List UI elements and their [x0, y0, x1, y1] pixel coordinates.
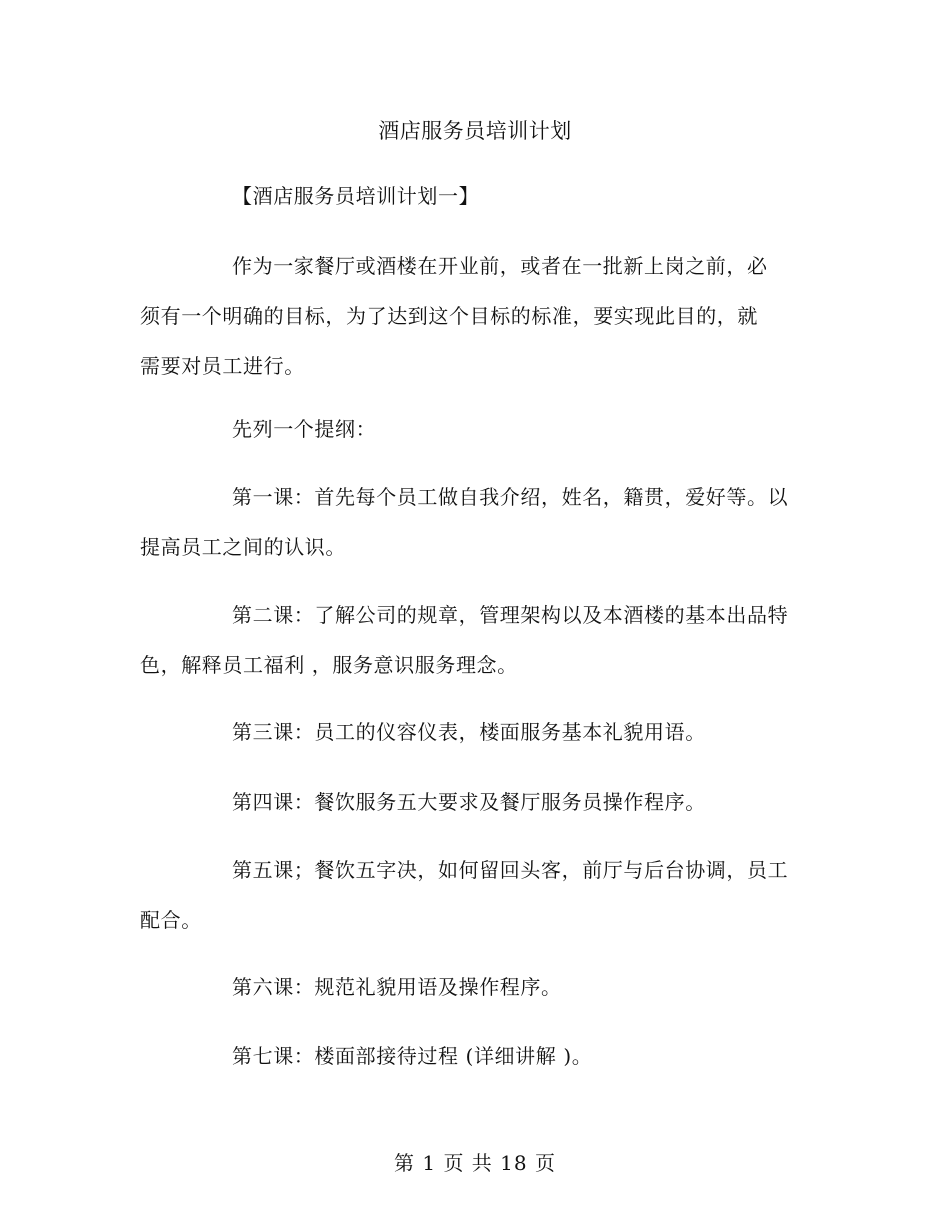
paragraph-line: 第二课：了解公司的规章，管理架构以及本酒楼的基本出品特	[232, 603, 789, 627]
paragraph-line: 须有一个明确的目标，为了达到这个目标的标准，要实现此目的，就	[140, 304, 758, 328]
paragraph	[140, 482, 789, 562]
paragraph-line: 第五课；餐饮五字决，如何留回头客，前厅与后台协调，员工	[232, 858, 789, 882]
paragraph-line: 提高员工之间的认识。	[140, 535, 346, 559]
paragraph	[140, 1041, 780, 1071]
paragraph-line: 第三课：员工的仪容仪表，楼面服务基本礼貌用语。	[232, 720, 706, 744]
paragraph-line: 配合。	[140, 908, 202, 932]
paragraph-line: 需要对员工进行。	[140, 354, 305, 378]
paragraph	[140, 787, 780, 817]
paragraph-line: 第七课：楼面部接待过程 (详细讲解 )。	[232, 1044, 593, 1068]
paragraph	[140, 717, 780, 747]
paragraph	[140, 972, 780, 1002]
document-title: 酒店服务员培训计划	[378, 119, 572, 143]
paragraph	[140, 251, 780, 381]
section-heading: 【酒店服务员培训计划一】	[232, 184, 480, 208]
paragraph-line: 第六课：规范礼貌用语及操作程序。	[232, 975, 562, 999]
page-number-footer: 第 1 页 共 18 页	[394, 1151, 556, 1175]
paragraph-line: 先列一个提纲：	[232, 417, 377, 441]
paragraph	[140, 855, 789, 935]
paragraph-line: 作为一家餐厅或酒楼在开业前，或者在一批新上岗之前，必	[232, 254, 768, 278]
paragraph-line: 第一课：首先每个员工做自我介绍，姓名，籍贯，爱好等。以	[232, 485, 789, 509]
section-heading-block	[140, 181, 780, 211]
paragraph-line: 色，解释员工福利 ，服务意识服务理念。	[140, 653, 518, 677]
paragraph	[140, 414, 780, 444]
paragraph	[140, 600, 789, 680]
paragraph-line: 第四课：餐饮服务五大要求及餐厅服务员操作程序。	[232, 790, 706, 814]
